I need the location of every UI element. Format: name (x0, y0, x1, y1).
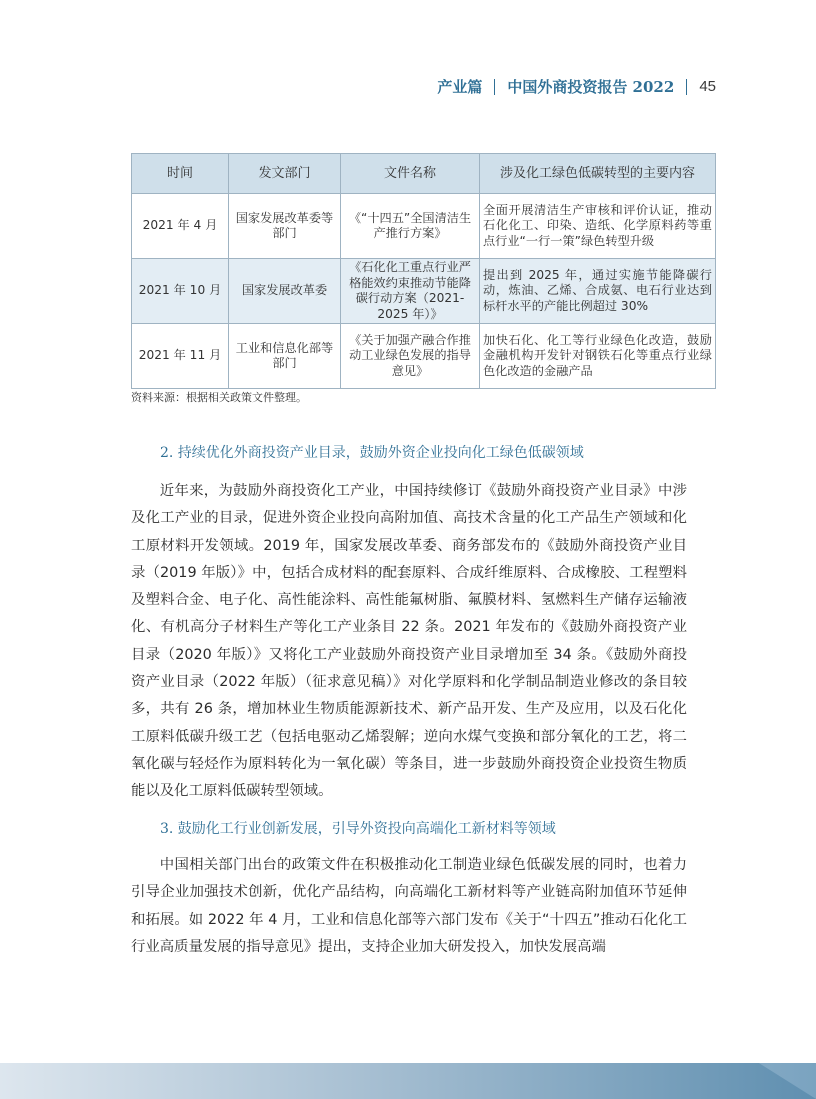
table-row (132, 194, 716, 259)
cell-doc: 《关于加强产融合作推动工业绿色发展的指导意见》 (341, 324, 480, 389)
cell-content: 全面开展清洁生产审核和评价认证，推动石化化工、印染、造纸、化学原料药等重点行业“一行一策”绿色转型升级 (480, 194, 716, 259)
cell-time: 2021 年 4 月 (132, 194, 229, 259)
table-header-row (132, 154, 716, 194)
footer-decoration (0, 1051, 816, 1099)
cell-dept: 工业和信息化部等部门 (229, 324, 341, 389)
header-divider (686, 79, 687, 95)
column-header: 文件名称 (341, 154, 480, 194)
column-header: 发文部门 (229, 154, 341, 194)
cell-dept: 国家发展改革委 (229, 259, 341, 324)
header-divider (494, 79, 495, 95)
table-row (132, 259, 716, 324)
page-number: 45 (699, 78, 716, 95)
cell-dept: 国家发展改革委等部门 (229, 194, 341, 259)
column-header: 时间 (132, 154, 229, 194)
running-header (437, 76, 716, 97)
header-section: 产业篇 (437, 78, 483, 96)
cell-time: 2021 年 10 月 (132, 259, 229, 324)
cell-doc: 《“十四五”全国清洁生产推行方案》 (341, 194, 480, 259)
cell-doc: 《石化化工重点行业严格能效约束推动节能降碳行动方案（2021-2025 年）》 (341, 259, 480, 324)
cell-time: 2021 年 11 月 (132, 324, 229, 389)
body-paragraph: 近年来，为鼓励外商投资化工产业，中国持续修订《鼓励外商投资产业目录》中涉及化工产业的目录，促进外资企业投向高附加值、高技术含量的化工产品生产领域和化工原材料开发领域。2019 年，国家发展改革委、商务部发布的《鼓励外商投资产业目录（2019 年版）》中，包括合成材料的配套原料、合成纤维原料、合成橡胶、工程塑料及塑料合金、电子化、高性能涂料、高性能氟树脂、氟膜材料、氢燃料生产储存运输液化、有机高分子材料生产等化工产业条目 22 条。2021 年发布的《鼓励外商投资产业目录（2020 年版）》又将化工产业鼓励外商投资产业目录增加至 34 条。《鼓励外商投资产业目录（2022 年版）（征求意见稿）》对化学原料和化学制品制造业修改的条目较多，共有 26 条，增加林业生物质能源新技术、新产品开发、生产及应用，以及石化化工原料低碳升级工艺（包括电驱动乙烯裂解；逆向水煤气变换和部分氧化的工艺，将二氧化碳与轻烃作为原料转化为一氧化碳）等条目，进一步鼓励外商投资企业投资生物质能以及化工原料低碳转型领域。 (131, 483, 687, 800)
cell-content: 加快石化、化工等行业绿色化改造，鼓励金融机构开发针对钢铁石化等重点行业绿色化改造的金融产品 (480, 324, 716, 389)
policy-table (131, 153, 716, 389)
section-heading: 2. 持续优化外商投资产业目录，鼓励外资企业投向化工绿色低碳领域 (160, 445, 584, 461)
table-source-note: 资料来源：根据相关政策文件整理。 (131, 391, 307, 404)
cell-content: 提出到 2025 年，通过实施节能降碳行动，炼油、乙烯、合成氨、电石行业达到标杆水平的产能比例超过 30% (480, 259, 716, 324)
column-header: 涉及化工绿色低碳转型的主要内容 (480, 154, 716, 194)
section-heading: 3. 鼓励化工行业创新发展，引导外资投向高端化工新材料等领域 (160, 821, 556, 837)
body-paragraph: 中国相关部门出台的政策文件在积极推动化工制造业绿色低碳发展的同时，也着力引导企业加强技术创新，优化产品结构，向高端化工新材料等产业链高附加值环节延伸和拓展。如 2022 年 4 月，工业和信息化部等六部门发布《关于“十四五”推动石化化工行业高质量发展的指导意见》提出，支持企业加大研发投入，加快发展高端 (131, 857, 687, 955)
table-row (132, 324, 716, 389)
header-report-title: 中国外商投资报告 2022 (507, 78, 675, 96)
